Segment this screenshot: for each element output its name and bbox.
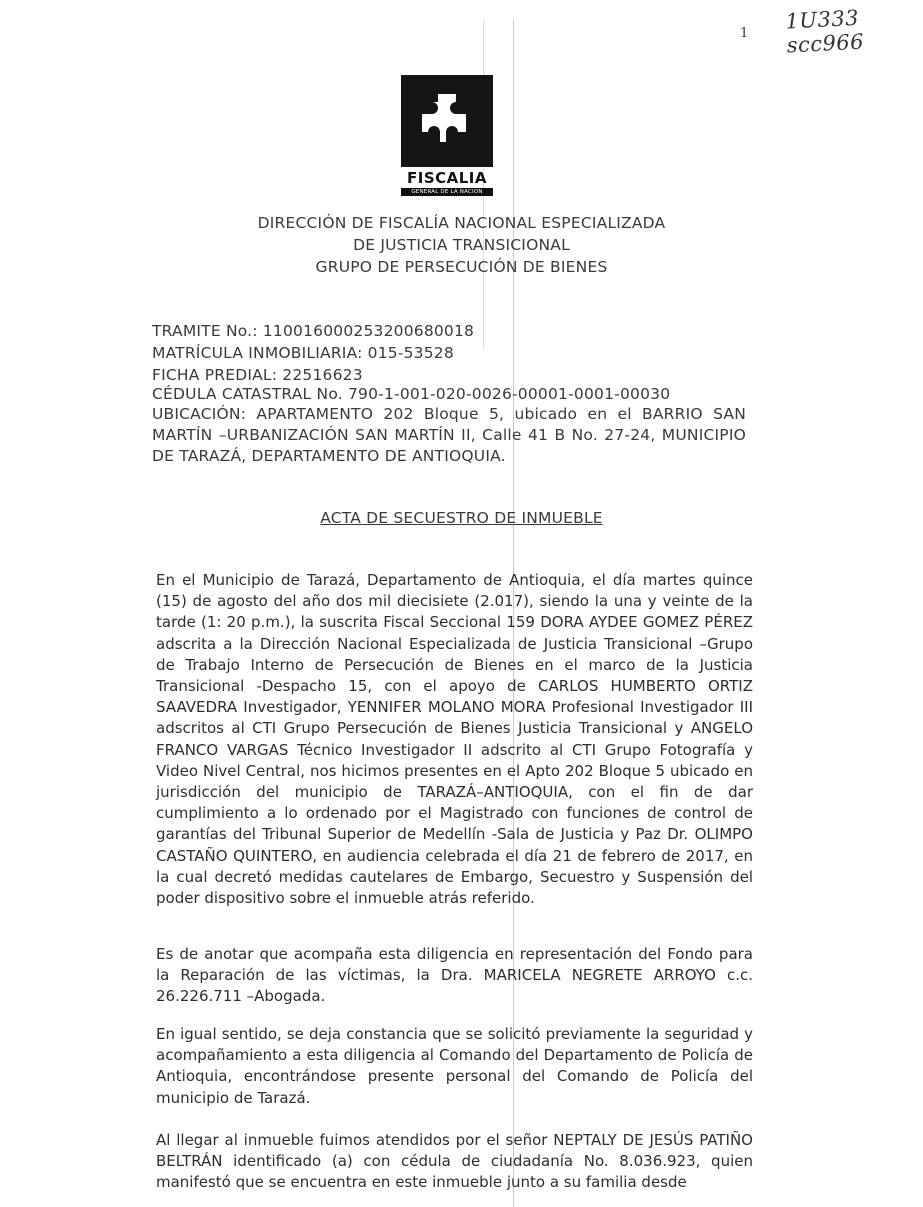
handwritten-annotation: 1U333 scc966: [784, 5, 865, 58]
paragraph-2: Es de anotar que acompaña esta diligencia en representación del Fondo para la Reparación de las víctimas, la Dra. MARICELA NEGRETE ARROYO c.c. 26.226.711 –Abogada.: [156, 945, 753, 1006]
document-title-row: [0, 508, 923, 527]
ubicacion: UBICACIÓN: APARTAMENTO 202 Bloque 5, ubicado en el BARRIO SAN MARTÍN –URBANIZACIÓN SAN MARTÍN II, Calle 41 B No. 27-24, MUNICIPIO DE TARAZÁ, DEPARTAMENTO DE ANTIOQUIA.: [152, 405, 746, 465]
logo-name: FISCALIA: [407, 169, 487, 187]
matricula-inmobiliaria: MATRÍCULA INMOBILIARIA: 015-53528: [152, 344, 454, 362]
paragraph-1: En el Municipio de Tarazá, Departamento de Antioquia, el día martes quince (15) de agosto del año dos mil diecisiete (2.017), siendo la una y veinte de la tarde (1: 20 p.m.), la suscrita Fiscal Seccional 159 DORA AYDEE GOMEZ PÉREZ adscrita a la Dirección Nacional Especializada de Justicia Transicional –Grupo de Trabajo Interno de Persecución de Bienes en el marco de la Justicia Transicional -Despacho 15, con el apoyo de CARLOS HUMBERTO ORTIZ SAAVEDRA Investigador, YENNIFER MOLANO MORA Profesional Investigador III adscritos al CTI Grupo Persecución de Bienes Justicia Transicional y ANGELO FRANCO VARGAS Técnico Investigador II adscrito al CTI Grupo Fotografía y Video Nivel Central, nos hicimos presentes en el Apto 202 Bloque 5 ubicado en jurisdicción del municipio de TARAZÁ–ANTIOQUIA, con el fin de dar cumplimiento a lo ordenado por el Magistrado con funciones de control de garantías del Tribunal Superior de Medellín -Sala de Justicia y Paz Dr. OLIMPO CASTAÑO QUINTERO, en audiencia celebrada el día 21 de febrero de 2017, en la cual decretó medidas cautelares de Embargo, Secuestro y Suspensión del poder dispositivo sobre el inmueble atrás referido.: [156, 571, 753, 908]
header-line-3: GRUPO DE PERSECUCIÓN DE BIENES: [315, 258, 608, 276]
paragraph-4: Al llegar al inmueble fuimos atendidos por el señor NEPTALY DE JESÚS PATIÑO BELTRÁN identificado (a) con cédula de ciudadanía No. 8.036.923, quien manifestó que se encuentra en este inmueble junto a su familia desde: [156, 1131, 753, 1192]
logo-subtitle: GENERAL DE LA NACION: [401, 188, 493, 196]
puzzle-piece-icon: [401, 75, 493, 167]
ficha-predial: FICHA PREDIAL: 22516623: [152, 366, 363, 384]
page-number: 1: [740, 26, 749, 41]
tramite-number: TRAMITE No.: 110016000253200680018: [152, 322, 475, 340]
header-line-1: DIRECCIÓN DE FISCALÍA NACIONAL ESPECIALIZADA: [257, 214, 666, 232]
header-line-2: DE JUSTICIA TRANSICIONAL: [353, 236, 570, 254]
cedula-catastral: CÉDULA CATASTRAL No. 790-1-001-020-0026-00001-0001-00030: [152, 385, 671, 403]
paragraph-3: En igual sentido, se deja constancia que se solicitó previamente la seguridad y acompañamiento a esta diligencia al Comando del Departamento de Policía de Antioquia, encontrándose presente personal del Comando de Policía del municipio de Tarazá.: [156, 1025, 753, 1107]
fiscalia-logo: [401, 75, 493, 196]
document-title: ACTA DE SECUESTRO DE INMUEBLE: [320, 509, 603, 527]
